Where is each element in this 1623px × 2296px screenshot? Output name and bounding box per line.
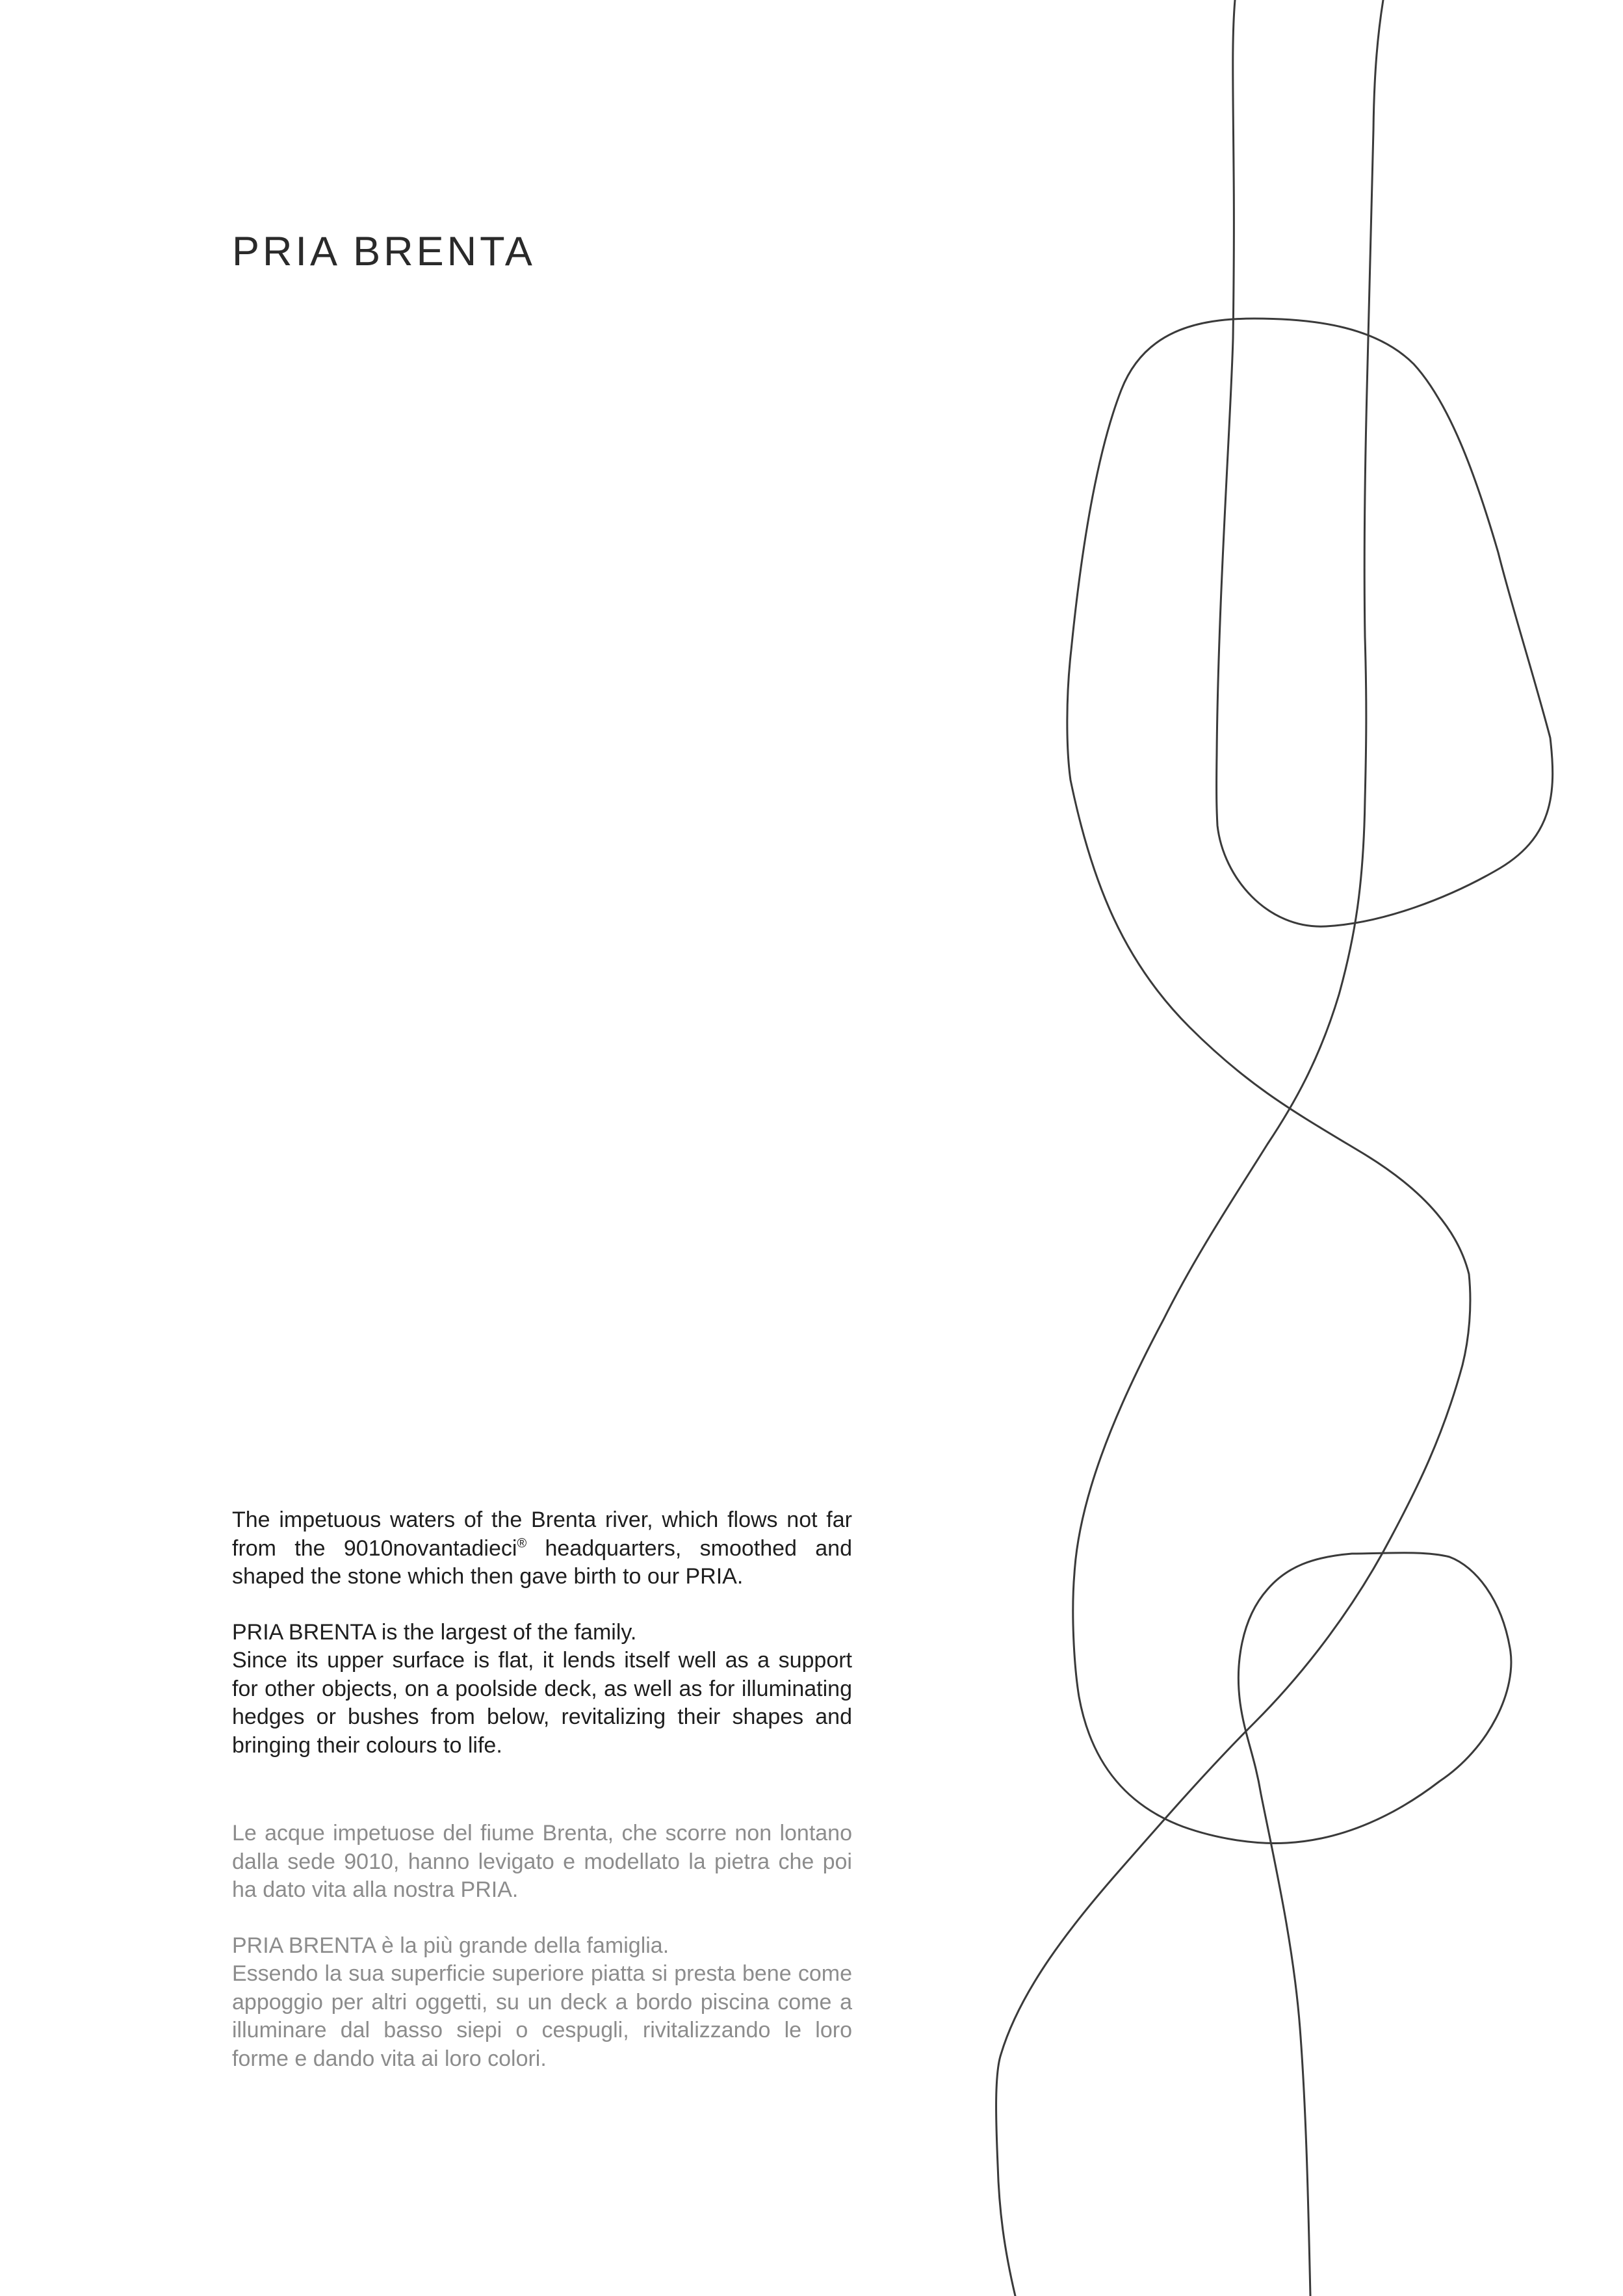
english-paragraph-2-body: Since its upper surface is flat, it lends itself well as a support for other objects, on a poolside deck, as well as for illuminating hedges or bushes from below, revitalizing their shapes and bringing their colours to life. <box>232 1648 852 1758</box>
italian-paragraph-1: Le acque impetuose del fiume Brenta, che scorre non lontano dalla sede 9010, hanno levigato e modellato la pietra che poi ha dato vita alla nostra PRIA. <box>232 1821 852 1902</box>
english-paragraph-1-text-end: headquarters, smoothed and shaped the stone which then gave birth to our PRIA. <box>232 1535 852 1589</box>
english-paragraph-1-text: The impetuous waters of the Brenta river, which flows not far from the 9010novantadieci <box>232 1507 852 1561</box>
english-paragraph-2-intro: PRIA BRENTA is the largest of the family. <box>232 1619 637 1645</box>
page-title: PRIA BRENTA <box>232 229 536 274</box>
registered-mark: ® <box>517 1536 527 1551</box>
italian-paragraph-2-body: Essendo la sua superficie superiore piatta si presta bene come appoggio per altri oggetti, su un deck a bordo piscina come a illuminare dal basso siepi o cespugli, rivitalizzando le loro forme e dando vita ai loro colori. <box>232 1961 852 2071</box>
line-strand-a <box>996 0 1553 2296</box>
line-strand-b <box>1073 0 1511 2296</box>
italian-paragraph-2-intro: PRIA BRENTA è la più grande della famiglia. <box>232 1933 669 1958</box>
